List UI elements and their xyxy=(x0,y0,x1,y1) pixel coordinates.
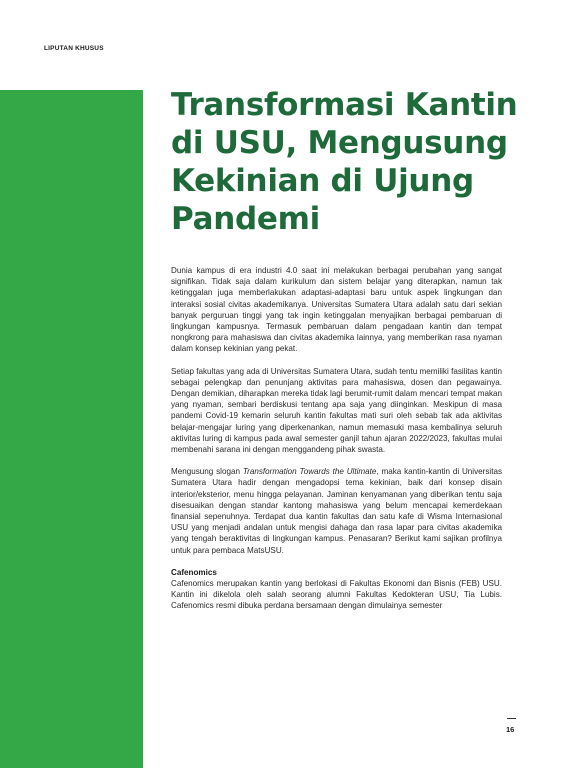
body-paragraph: Cafenomics merupakan kantin yang berlokasi di Fakultas Ekonomi dan Bisnis (FEB) USU. Kantin ini dikelola oleh salah seorang alumni Fakultas Kedokteran USU, Tia Lubis. Cafenomics resmi dibuka perdana bersamaan dengan dimulainya semester xyxy=(171,579,502,611)
title-line: Kekinian di Ujung xyxy=(171,163,474,199)
article-title xyxy=(171,86,531,238)
title-line: di USU, Mengusung xyxy=(171,125,508,161)
article-body xyxy=(171,265,502,612)
title-line: Pandemi xyxy=(171,201,320,237)
page-number-rule xyxy=(507,718,516,719)
slogan-text: Transformation Towards the Ultimate xyxy=(242,467,377,477)
body-paragraph: Dunia kampus di era industri 4.0 saat ini melakukan berbagai perubahan yang sangat signifikan. Tidak saja dalam kurikulum dan sistem belajar yang diterapkan, namun tak ketinggalan juga memberlakukan adaptasi-adaptasi baru untuk aspek lingkungan dan interaksi sosial civitas akademikanya. Universitas Sumatera Utara adalah satu dari sekian banyak perguruan tinggi yang tak ingin ketinggalan menyajikan berbagai pembaruan di lingkungan kampusnya. Termasuk pembaruan dalam pengadaan kantin dan tempat nongkrong para mahasiswa dan civitas akademika lainnya, yang memberikan rasa nyaman dalam konsep kekinian yang pekat. xyxy=(171,266,502,354)
body-paragraph xyxy=(171,466,502,556)
body-paragraph: Setiap fakultas yang ada di Universitas Sumatera Utara, sudah tentu memiliki fasilitas kantin sebagai pelengkap dan penunjang aktivitas para mahasiswa, dosen dan pegawainya. Dengan demikian, diharapkan mereka tidak lagi berumit-rumit dalam mencari tempat makan yang nyaman, sembari berdiskusi tentang apa saja yang diinginkan. Meskipun di masa pandemi Covid-19 kemarin seluruh kantin fakultas mati suri oleh sebab tak ada aktivitas belajar-mengajar luring yang diperkenankan, namun memasuki masa kembalinya seluruh aktivitas luring di kampus pada awal semester ganjil tahun ajaran 2022/2023, fakultas mulai membenahi sarana ini dengan menggandeng pihak swasta. xyxy=(171,366,502,455)
section-label: LIPUTAN KHUSUS xyxy=(44,45,104,52)
title-line: Transformasi Kantin xyxy=(171,87,518,123)
page-number: 16 xyxy=(506,725,515,734)
paragraph-text: , maka kantin-kantin di Universitas Sumatera Utara hadir dengan mengadopsi tema kekinian, baik dari konsep disain interior/eksterior, menu hingga pelayanan. Jaminan kenyamanan yang diberikan tentu saja disesuaikan dengan standar kantong mahasiswa yang belum mencapai kemerdekaan finansial sepenuhnya. Terdapat dua kantin fakultas dan satu kafe di Wisma Internasional USU yang menjadi andalan untuk mengisi dahaga dan rasa lapar para civitas akademika yang tengah beraktivitas di lingkungan kampus. Penasaran? Berikut kami sajikan profilnya untuk para pembaca MatsUSU. xyxy=(171,467,502,555)
subheading: Cafenomics xyxy=(171,567,217,577)
green-side-bar xyxy=(0,90,143,768)
paragraph-text: Mengusung slogan xyxy=(171,467,243,477)
